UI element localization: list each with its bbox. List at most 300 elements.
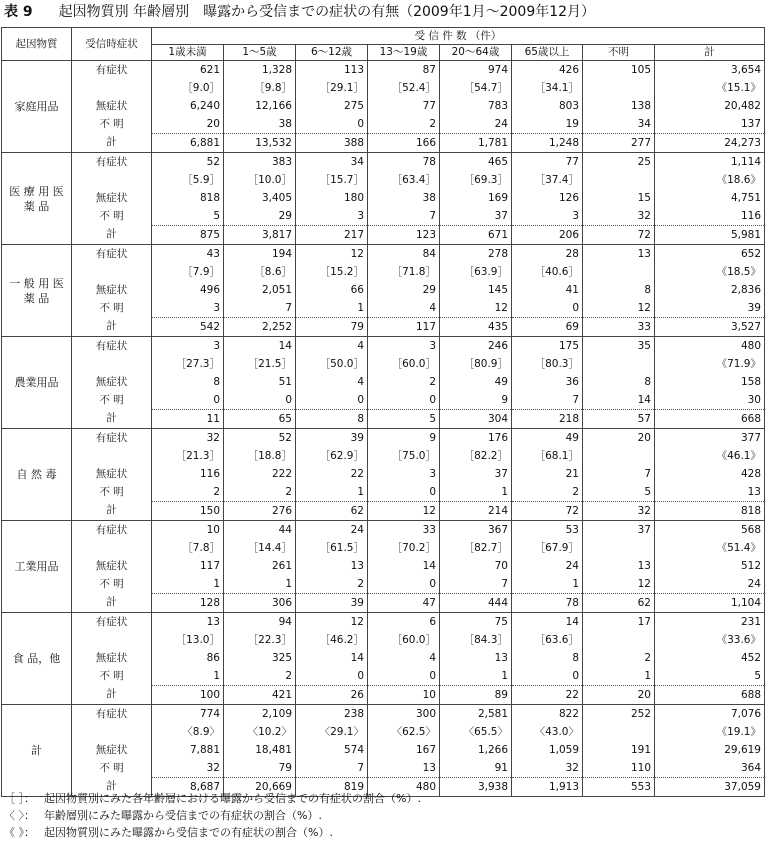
value-cell: 974 [440,61,512,80]
table-row [2,447,765,465]
table-row [2,153,765,172]
header-symptom: 受信時症状 [72,28,152,61]
value-cell: 0 [296,667,368,686]
value-cell: 568 [655,521,765,540]
value-cell: 818 [655,502,765,521]
value-cell: 304 [440,410,512,429]
value-cell: ［84.3］ [440,631,512,649]
value-cell: ［71.8］ [368,263,440,281]
value-cell: 43 [152,245,224,264]
value-cell: 194 [224,245,296,264]
value-cell: 117 [152,557,224,575]
value-cell: 0 [368,667,440,686]
symptom-cell: 不 明 [72,575,152,594]
value-cell: 1,781 [440,134,512,153]
value-cell: 20 [583,429,655,448]
value-cell: 1 [296,483,368,502]
value-cell: 18,481 [224,741,296,759]
table-row [2,263,765,281]
source-cell: 農業用品 [2,337,72,429]
value-cell: 1 [583,667,655,686]
value-cell: ［70.2］ [368,539,440,557]
value-cell: 12 [296,245,368,264]
value-cell: 277 [583,134,655,153]
value-cell: 19 [512,115,583,134]
value-cell: 86 [152,649,224,667]
value-cell: 37 [440,465,512,483]
value-cell: 7 [512,391,583,410]
value-cell: 3,938 [440,778,512,797]
value-cell: 444 [440,594,512,613]
value-cell: 53 [512,521,583,540]
symptom-cell: 有症状 [72,245,152,264]
value-cell: 78 [512,594,583,613]
value-cell: 24 [296,521,368,540]
table-row [2,61,765,80]
value-cell: ［82.7］ [440,539,512,557]
symptom-cell: 不 明 [72,483,152,502]
value-cell: 7 [583,465,655,483]
source-cell: 計 [2,705,72,797]
value-cell: 3 [368,465,440,483]
value-cell: 17 [583,613,655,632]
value-cell: 668 [655,410,765,429]
value-cell: ［68.1］ [512,447,583,465]
value-cell: 150 [152,502,224,521]
value-cell: ［14.4］ [224,539,296,557]
table-row [2,429,765,448]
value-cell: 421 [224,686,296,705]
value-cell: 0 [296,115,368,134]
value-cell: 29 [224,207,296,226]
value-cell: 62 [583,594,655,613]
value-cell: 3 [512,207,583,226]
value-cell: ［61.5］ [296,539,368,557]
value-cell: ［80.9］ [440,355,512,373]
table-row [2,575,765,594]
value-cell: 26 [296,686,368,705]
table-row [2,557,765,575]
value-cell: 36 [512,373,583,391]
symptom-cell: 無症状 [72,649,152,667]
value-cell: 169 [440,189,512,207]
value-cell: ［21.3］ [152,447,224,465]
value-cell: 15 [583,189,655,207]
value-cell: 72 [583,226,655,245]
symptom-cell: 無症状 [72,281,152,299]
value-cell: ［54.7］ [440,79,512,97]
value-cell: 2,581 [440,705,512,724]
value-cell: 20 [583,686,655,705]
symptom-cell: 計 [72,318,152,337]
value-cell: 2,836 [655,281,765,299]
value-cell: 49 [512,429,583,448]
value-cell: 822 [512,705,583,724]
value-cell: 553 [583,778,655,797]
table-row [2,465,765,483]
header-age: 65歳以上 [512,45,583,61]
value-cell: 78 [368,153,440,172]
symptom-cell [72,355,152,373]
table-row [2,631,765,649]
value-cell: 72 [512,502,583,521]
value-cell: 1 [152,667,224,686]
value-cell: 《51.4》 [655,539,765,557]
value-cell: 2 [368,373,440,391]
value-cell: ［82.2］ [440,447,512,465]
value-cell: 62 [296,502,368,521]
value-cell: ［63.9］ [440,263,512,281]
value-cell: 44 [224,521,296,540]
value-cell: 2,051 [224,281,296,299]
symptom-cell: 無症状 [72,97,152,115]
value-cell: ［22.3］ [224,631,296,649]
value-cell: 13 [583,245,655,264]
table-row [2,245,765,264]
value-cell: 28 [512,245,583,264]
value-cell: ［60.0］ [368,631,440,649]
table-row [2,705,765,724]
value-cell: 803 [512,97,583,115]
table-row [2,521,765,540]
value-cell: 542 [152,318,224,337]
table-row [2,134,765,153]
value-cell: 261 [224,557,296,575]
value-cell: 496 [152,281,224,299]
value-cell: ［7.9］ [152,263,224,281]
symptom-cell: 計 [72,410,152,429]
value-cell: 20 [152,115,224,134]
symptom-cell [72,631,152,649]
value-cell: 13 [296,557,368,575]
value-cell: 1,248 [512,134,583,153]
symptom-cell: 有症状 [72,429,152,448]
value-cell: 5 [655,667,765,686]
value-cell: 2 [224,483,296,502]
value-cell: 388 [296,134,368,153]
value-cell: 783 [440,97,512,115]
value-cell: 8 [152,373,224,391]
value-cell: 2 [296,575,368,594]
value-cell: ［9.0］ [152,79,224,97]
value-cell: 875 [152,226,224,245]
symptom-cell: 不 明 [72,299,152,318]
value-cell: 24,273 [655,134,765,153]
value-cell: ［13.0］ [152,631,224,649]
value-cell: 3,405 [224,189,296,207]
value-cell: 37 [583,521,655,540]
value-cell: 116 [655,207,765,226]
header-age: 計 [655,45,765,61]
value-cell: 123 [368,226,440,245]
value-cell: 12 [440,299,512,318]
value-cell: 94 [224,613,296,632]
symptom-cell [72,263,152,281]
value-cell: 166 [368,134,440,153]
value-cell: 《19.1》 [655,723,765,741]
header-group: 受 信 件 数 （件） [152,28,765,45]
symptom-cell: 有症状 [72,61,152,80]
value-cell: 87 [368,61,440,80]
value-cell: 3 [152,299,224,318]
symptom-cell: 計 [72,594,152,613]
value-cell: ［27.3］ [152,355,224,373]
value-cell: 77 [512,153,583,172]
value-cell: 4 [296,373,368,391]
value-cell: 13 [440,649,512,667]
value-cell [583,723,655,741]
value-cell: 214 [440,502,512,521]
value-cell: 〈65.5〉 [440,723,512,741]
value-cell: 1 [512,575,583,594]
value-cell: 2 [368,115,440,134]
value-cell: 116 [152,465,224,483]
value-cell: 383 [224,153,296,172]
value-cell: 14 [512,613,583,632]
value-cell: 6,881 [152,134,224,153]
value-cell: 14 [368,557,440,575]
value-cell: 34 [296,153,368,172]
value-cell: 20,482 [655,97,765,115]
value-cell: 176 [440,429,512,448]
value-cell: 191 [583,741,655,759]
value-cell: 79 [296,318,368,337]
value-cell: 480 [368,778,440,797]
value-cell: 0 [152,391,224,410]
value-cell: 13,532 [224,134,296,153]
value-cell: 《33.6》 [655,631,765,649]
header-source: 起因物質 [2,28,72,61]
source-cell: 家庭用品 [2,61,72,153]
table-row [2,207,765,226]
value-cell: 1,913 [512,778,583,797]
value-cell: 7 [296,759,368,778]
value-cell: 12 [583,299,655,318]
value-cell: 325 [224,649,296,667]
table-row [2,667,765,686]
symptom-cell: 不 明 [72,207,152,226]
value-cell: 7,881 [152,741,224,759]
table-caption: 起因物質別 年齢層別 曝露から受信までの症状の有無（2009年1月～2009年12月） [58,4,596,20]
value-cell: 70 [440,557,512,575]
symptom-cell: 無症状 [72,557,152,575]
symptom-cell: 無症状 [72,741,152,759]
value-cell: 4 [368,299,440,318]
value-cell: 33 [583,318,655,337]
value-cell: 14 [583,391,655,410]
footnote-text: 年齢層別にみた曝露から受信までの有症状の割合（%）. [44,809,322,822]
value-cell: 1 [224,575,296,594]
value-cell: 8 [512,649,583,667]
value-cell: 113 [296,61,368,80]
value-cell: ［15.7］ [296,171,368,189]
value-cell: 0 [368,575,440,594]
symptom-cell: 無症状 [72,465,152,483]
value-cell: 3 [152,337,224,356]
value-cell: ［15.2］ [296,263,368,281]
value-cell: 29,619 [655,741,765,759]
value-cell: ［18.8］ [224,447,296,465]
value-cell [583,171,655,189]
source-cell: 工業用品 [2,521,72,613]
value-cell: 128 [152,594,224,613]
value-cell: 252 [583,705,655,724]
value-cell: 8 [583,373,655,391]
value-cell: 452 [655,649,765,667]
value-cell: 《71.9》 [655,355,765,373]
value-cell [583,263,655,281]
header-age: 不明 [583,45,655,61]
source-cell: 自 然 毒 [2,429,72,521]
value-cell: 3,654 [655,61,765,80]
value-cell: 65 [224,410,296,429]
symptom-cell: 計 [72,778,152,797]
value-cell: 13 [583,557,655,575]
value-cell: 47 [368,594,440,613]
value-cell: 32 [583,207,655,226]
value-cell: 24 [655,575,765,594]
value-cell: 89 [440,686,512,705]
value-cell: 117 [368,318,440,337]
value-cell: 77 [368,97,440,115]
value-cell: 2 [583,649,655,667]
header-age: 1歳未満 [152,45,224,61]
value-cell: 5 [583,483,655,502]
value-cell: 52 [224,429,296,448]
value-cell: 7 [224,299,296,318]
table-row [2,483,765,502]
value-cell: 1 [440,483,512,502]
value-cell: 1,114 [655,153,765,172]
value-cell: 14 [224,337,296,356]
value-cell: 〈43.0〉 [512,723,583,741]
value-cell: 217 [296,226,368,245]
value-cell: 8,687 [152,778,224,797]
value-cell: 《46.1》 [655,447,765,465]
symptom-cell: 不 明 [72,667,152,686]
value-cell [583,447,655,465]
value-cell: 11 [152,410,224,429]
value-cell: 4 [368,649,440,667]
symptom-cell: 有症状 [72,613,152,632]
value-cell: 32 [583,502,655,521]
value-cell: 2,109 [224,705,296,724]
table-row [2,355,765,373]
value-cell: 5 [368,410,440,429]
value-cell: ［67.9］ [512,539,583,557]
value-cell [583,355,655,373]
value-cell: ［7.8］ [152,539,224,557]
value-cell: 13 [655,483,765,502]
value-cell: 5,981 [655,226,765,245]
value-cell: 32 [512,759,583,778]
value-cell [583,79,655,97]
value-cell: 671 [440,226,512,245]
header-age: 20～64歳 [440,45,512,61]
value-cell: 688 [655,686,765,705]
value-cell: 774 [152,705,224,724]
value-cell: 38 [224,115,296,134]
footnote [4,824,764,841]
value-cell: ［10.0］ [224,171,296,189]
value-cell: 12 [583,575,655,594]
value-cell: 66 [296,281,368,299]
value-cell: 13 [152,613,224,632]
source-cell: 医 療 用 医 薬 品 [2,153,72,245]
value-cell: 8 [583,281,655,299]
value-cell: 1,266 [440,741,512,759]
value-cell: ［37.4］ [512,171,583,189]
value-cell: 278 [440,245,512,264]
source-cell: 食 品，他 [2,613,72,705]
value-cell: 14 [296,649,368,667]
symptom-cell: 計 [72,134,152,153]
symptom-cell: 有症状 [72,153,152,172]
symptom-cell: 計 [72,686,152,705]
value-cell: 75 [440,613,512,632]
value-cell: 〈29.1〉 [296,723,368,741]
footnotes [4,790,764,841]
value-cell: 〈8.9〉 [152,723,224,741]
value-cell: 30 [655,391,765,410]
table-title [4,2,595,22]
symptom-cell [72,79,152,97]
value-cell: 22 [512,686,583,705]
table-row [2,299,765,318]
table-row [2,502,765,521]
table-number: 表 9 [4,4,33,20]
value-cell: 3,817 [224,226,296,245]
value-cell: 4 [296,337,368,356]
value-cell: 364 [655,759,765,778]
table-row [2,97,765,115]
symptom-cell: 有症状 [72,521,152,540]
value-cell: 652 [655,245,765,264]
value-cell: 428 [655,465,765,483]
footnote-mark: 〈 〉： [4,809,35,822]
table-row [2,723,765,741]
value-cell: 5 [152,207,224,226]
value-cell: ［46.2］ [296,631,368,649]
value-cell: 《18.6》 [655,171,765,189]
value-cell: ［52.4］ [368,79,440,97]
value-cell: 51 [224,373,296,391]
table-row [2,613,765,632]
value-cell: 0 [512,667,583,686]
value-cell: 29 [368,281,440,299]
value-cell: 3,527 [655,318,765,337]
value-cell: 512 [655,557,765,575]
footnote [4,790,764,807]
value-cell: 49 [440,373,512,391]
value-cell: 6 [368,613,440,632]
value-cell: ［8.6］ [224,263,296,281]
value-cell: 222 [224,465,296,483]
table-row [2,337,765,356]
symptom-cell [72,723,152,741]
value-cell: 480 [655,337,765,356]
value-cell: 275 [296,97,368,115]
table-row [2,373,765,391]
value-cell: 9 [440,391,512,410]
footnote-text: 起因物質別にみた曝露から受信までの有症状の割合（%）. [44,826,333,839]
header-age: 1～5歳 [224,45,296,61]
value-cell: 22 [296,465,368,483]
value-cell: 79 [224,759,296,778]
value-cell: 819 [296,778,368,797]
value-cell [583,539,655,557]
header-age: 13～19歳 [368,45,440,61]
